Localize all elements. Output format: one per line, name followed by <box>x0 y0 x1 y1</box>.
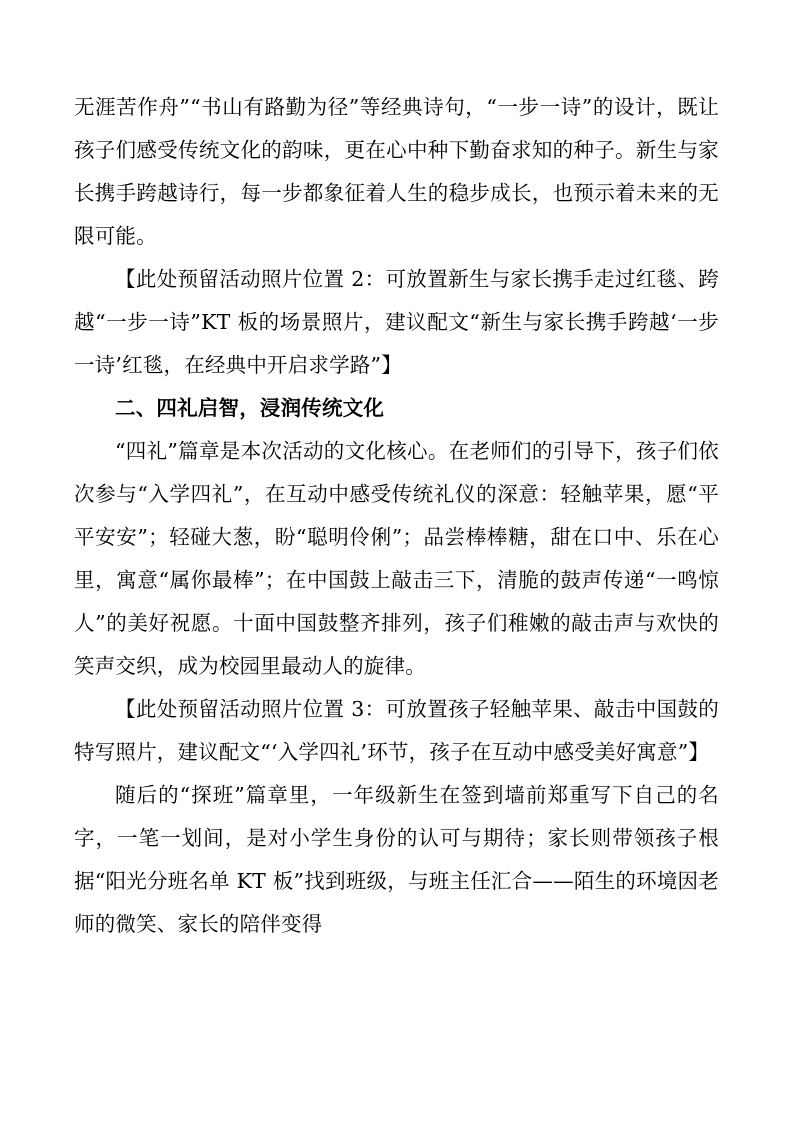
paragraph-four-rites: “四礼”篇章是本次活动的文化核心。在老师们的引导下，孩子们依次参与“入学四礼”，在互动中感受传统礼仪的深意：轻触苹果，愿“平平安安”；轻碰大葱，盼“聪明伶俐”；品尝棒棒糖，甜在口中、乐在心里，寓意“属你最棒”；在中国鼓上敲击三下，清脆的鼓声传递“一鸣惊人”的美好祝愿。十面中国鼓整齐排列，孩子们稚嫩的敲击声与欢快的笑声交织，成为校园里最动人的旋律。 <box>74 439 719 678</box>
paragraph-continued: 无涯苦作舟”“书山有路勤为径”等经典诗句，“一步一诗”的设计，既让孩子们感受传统文化的韵味，更在心中种下勤奋求知的种子。新生与家长携手跨越诗行，每一步都象征着人生的稳步成长，也预示着未来的无限可能。 <box>74 95 719 248</box>
section-heading-2: 二、四礼启智，浸润传统文化 <box>115 396 385 420</box>
photo-placeholder-3: 【此处预留活动照片位置 3：可放置孩子轻触苹果、敲击中国鼓的特写照片，建议配文“‘入学四礼’环节，孩子在互动中感受美好寓意”】 <box>74 697 719 764</box>
paragraph-class-visit: 随后的“探班”篇章里，一年级新生在签到墙前郑重写下自己的名字，一笔一划间，是对小学生身份的认可与期待；家长则带领孩子根据“阳光分班名单 KT 板”找到班级，与班主任汇合——陌生的环境因老师的微笑、家长的陪伴变得 <box>74 783 719 936</box>
document-body <box>74 86 719 946</box>
photo-placeholder-2: 【此处预留活动照片位置 2：可放置新生与家长携手走过红毯、跨越“一步一诗”KT 板的场景照片，建议配文“新生与家长携手跨越‘一步一诗’红毯，在经典中开启求学路”】 <box>74 267 719 377</box>
